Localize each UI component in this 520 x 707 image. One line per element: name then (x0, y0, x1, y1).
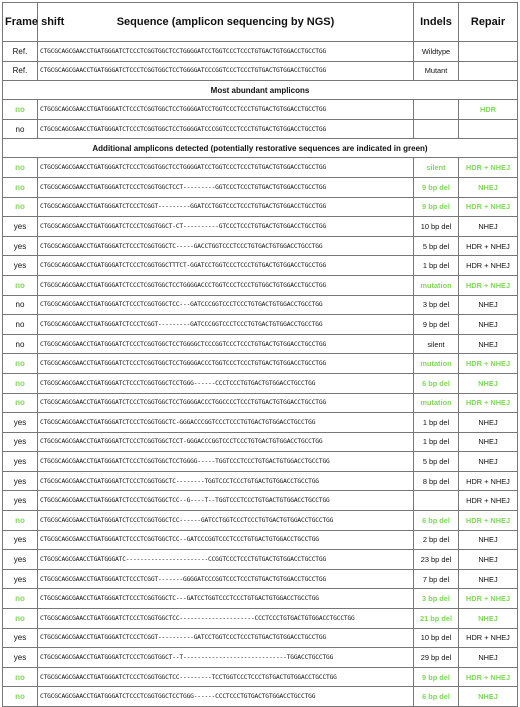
frame-shift-cell: no (3, 393, 38, 413)
indel-cell: Wildtype (414, 42, 459, 62)
table-row (3, 589, 518, 609)
table-row (3, 275, 518, 295)
table-row (3, 100, 518, 120)
sequence-cell: CTGCGCAGCGAACCTGATGGGATCTCCCTCGGTGGCTCC---------TCCTGGTCCCTCCCTGTGACTGTGGACCTGCCTGG (38, 667, 414, 687)
frame-shift-header: Frame shift (3, 3, 38, 42)
indel-cell: mutation (414, 354, 459, 374)
sequence-cell: CTGCGCAGCGAACCTGATGGGATCTCCCTCGGTGGCTC---GATCCTGGTCCCTCCCTGTGACTGTGGACCTGCCTGG (38, 589, 414, 609)
repair-cell: HDR + NHEJ (459, 589, 518, 609)
table-row (3, 413, 518, 433)
repair-cell: HDR + NHEJ (459, 667, 518, 687)
repair-cell: HDR + NHEJ (459, 491, 518, 511)
repair-header: Repair (459, 3, 518, 42)
repair-cell: NHEJ (459, 315, 518, 335)
table-row (3, 354, 518, 374)
frame-shift-cell: no (3, 158, 38, 178)
table-row (3, 236, 518, 256)
table-row (3, 315, 518, 335)
indel-cell: 3 bp del (414, 589, 459, 609)
frame-shift-cell: yes (3, 217, 38, 237)
sequence-header: Sequence (amplicon sequencing by NGS) (38, 3, 414, 42)
indel-cell: mutation (414, 275, 459, 295)
indel-cell: 7 bp del (414, 569, 459, 589)
frame-shift-cell: Ref. (3, 61, 38, 81)
indel-cell: 9 bp del (414, 197, 459, 217)
table-row (3, 609, 518, 629)
frame-shift-cell: no (3, 197, 38, 217)
repair-cell: HDR + NHEJ (459, 471, 518, 491)
sequence-cell: CTGCGCAGCGAACCTGATGGGATCTCCCTCGGTGGCTCCTGGGGATCCCGGTCCCTCCCTGTGACTGTGGACCTGCCTGG (38, 119, 414, 139)
sequence-cell: CTGCGCAGCGAACCTGATGGGATCTCCCTCGGTGGCTC--------TGGTCCCTCCCTGTGACTGTGGACCTGCCTGG (38, 471, 414, 491)
frame-shift-cell: no (3, 275, 38, 295)
frame-shift-cell: yes (3, 648, 38, 668)
repair-cell: NHEJ (459, 373, 518, 393)
repair-cell: NHEJ (459, 413, 518, 433)
indel-cell: 9 bp del (414, 667, 459, 687)
indel-cell (414, 100, 459, 120)
table-row (3, 687, 518, 707)
amplicon-table (2, 2, 518, 707)
sequence-cell: CTGCGCAGCGAACCTGATGGGATCTCCCTCGGTGGCTCCTGGGGCTCCCGGTCCCTCCCTGTGACTGTGGACCTGCCTGG (38, 334, 414, 354)
repair-cell: NHEJ (459, 687, 518, 707)
table-row (3, 550, 518, 570)
sequence-cell: CTGCGCAGCGAACCTGATGGGATCTCCCTCGGTGGCTCCTGGGGACCCTGGCCCCTCCCTGTGACTGTGGACCTGCCTGG (38, 393, 414, 413)
indel-cell: 21 bp del (414, 609, 459, 629)
frame-shift-cell: no (3, 373, 38, 393)
sequence-cell: CTGCGCAGCGAACCTGATGGGATCTCCCTCGGTGGCTCCT-GGGACCCGGTCCCTCCCTGTGACTGTGGACCTGCCTGG (38, 432, 414, 452)
repair-cell: HDR (459, 100, 518, 120)
frame-shift-cell: yes (3, 452, 38, 472)
frame-shift-cell: yes (3, 432, 38, 452)
table-row (3, 393, 518, 413)
frame-shift-cell: yes (3, 471, 38, 491)
frame-shift-cell: yes (3, 491, 38, 511)
repair-cell: NHEJ (459, 217, 518, 237)
table-row (3, 217, 518, 237)
repair-cell: HDR + NHEJ (459, 393, 518, 413)
sequence-cell: CTGCGCAGCGAACCTGATGGGATCTCCCTCGGTGGCTCC---GATCCCGGTCCCTCCCTGTGACTGTGGACCTGCCTGG (38, 295, 414, 315)
sequence-cell: CTGCGCAGCGAACCTGATGGGATCTCCCTCGGTGGCT--T-----------------------------TGGACCTGCCTGG (38, 648, 414, 668)
indel-cell: 5 bp del (414, 236, 459, 256)
sequence-cell: CTGCGCAGCGAACCTGATGGGATCTCCCTCGGT-------GGGGATCCCGGTCCCTCCCTGTGACTGTGGACCTGCCTGG (38, 569, 414, 589)
frame-shift-cell: yes (3, 569, 38, 589)
sequence-cell: CTGCGCAGCGAACCTGATGGGATCTCCCTCGGTGGCTCCTGGGGATCCCGGTCCCTCCCTGTGACTGTGGACCTGCCTGG (38, 61, 414, 81)
sequence-cell: CTGCGCAGCGAACCTGATGGGATCTCCCTCGGTGGCTCC---------------------CCCTCCCTGTGACTGTGGACCTGCCTGG (38, 609, 414, 629)
table-row (3, 569, 518, 589)
indel-cell: mutation (414, 393, 459, 413)
indel-cell: silent (414, 334, 459, 354)
table-row (3, 256, 518, 276)
table-row (3, 334, 518, 354)
table-row (3, 373, 518, 393)
section-title-abundant (3, 81, 518, 100)
indels-header: Indels (414, 3, 459, 42)
ref-row-mutant (3, 61, 518, 81)
table-row (3, 295, 518, 315)
sequence-cell: CTGCGCAGCGAACCTGATGGGATCTCCCTCGGT----------GATCCTGGTCCCTCCCTGTGACTGTGGACCTGCCTGG (38, 628, 414, 648)
frame-shift-cell: no (3, 589, 38, 609)
sequence-cell: CTGCGCAGCGAACCTGATGGGATCTCCCTCGGTGGCTCC--GATCCCGGTCCCTCCCTGTGACTGTGGACCTGCCTGG (38, 530, 414, 550)
table-row (3, 491, 518, 511)
sequence-cell: CTGCGCAGCGAACCTGATGGGATCTCCCTCGGTGGCT-CT----------GTCCCTCCCTGTGACTGTGGACCTGCCTGG (38, 217, 414, 237)
repair-cell: NHEJ (459, 609, 518, 629)
table-body (3, 42, 518, 707)
frame-shift-cell: no (3, 334, 38, 354)
repair-cell: HDR + NHEJ (459, 354, 518, 374)
repair-cell: NHEJ (459, 295, 518, 315)
sequence-cell: CTGCGCAGCGAACCTGATGGGATC-----------------------CCGGTCCCTCCCTGTGACTGTGGACCTGCCTGG (38, 550, 414, 570)
repair-cell (459, 119, 518, 139)
frame-shift-cell: yes (3, 628, 38, 648)
ref-row-wildtype (3, 42, 518, 62)
frame-shift-cell: yes (3, 256, 38, 276)
frame-shift-cell: yes (3, 550, 38, 570)
sequence-cell: CTGCGCAGCGAACCTGATGGGATCTCCCTCGGTGGCTCCTGGGGACCCTGGTCCCTCCCTGTGGCTGTGGACCTGCCTGG (38, 275, 414, 295)
frame-shift-cell: no (3, 687, 38, 707)
repair-cell: NHEJ (459, 550, 518, 570)
indel-cell: 6 bp del (414, 511, 459, 531)
indel-cell: silent (414, 158, 459, 178)
sequence-cell: CTGCGCAGCGAACCTGATGGGATCTCCCTCGGTGGCTCCTGGGGATCCTGGTCCCTCCCTGTGACTGTGGACCTGCCTGG (38, 100, 414, 120)
indel-cell: 1 bp del (414, 432, 459, 452)
indel-cell: 10 bp del (414, 628, 459, 648)
indel-cell: Mutant (414, 61, 459, 81)
repair-cell: NHEJ (459, 530, 518, 550)
repair-cell: NHEJ (459, 648, 518, 668)
indel-cell (414, 119, 459, 139)
sequence-cell: CTGCGCAGCGAACCTGATGGGATCTCCCTCGGTGGCTCCTGGGGATCCTGGTCCCTCCCTGTGACTGTGGACCTGCCTGG (38, 158, 414, 178)
repair-cell: HDR + NHEJ (459, 256, 518, 276)
repair-cell: HDR + NHEJ (459, 628, 518, 648)
indel-cell: 1 bp del (414, 413, 459, 433)
table-row (3, 628, 518, 648)
frame-shift-cell: no (3, 667, 38, 687)
frame-shift-cell: yes (3, 236, 38, 256)
frame-shift-cell: no (3, 119, 38, 139)
section-title-additional (3, 139, 518, 158)
sequence-cell: CTGCGCAGCGAACCTGATGGGATCTCCCTCGGTGGCTCCTGGG------CCCTCCCTGTGACTGTGGACCTGCCTGG (38, 687, 414, 707)
table-row (3, 432, 518, 452)
sequence-cell: CTGCGCAGCGAACCTGATGGGATCTCCCTCGGTGGCTTTCT-GGATCCTGGTCCCTCCCTGTGACTGTGGACCTGCCTGG (38, 256, 414, 276)
section-title: Additional amplicons detected (potentially restorative sequences are indicated in green) (3, 139, 518, 158)
repair-cell (459, 42, 518, 62)
table-row (3, 471, 518, 491)
repair-cell (459, 61, 518, 81)
table-row (3, 197, 518, 217)
sequence-cell: CTGCGCAGCGAACCTGATGGGATCTCCCTCGGT---------GATCCCGGTCCCTCCCTGTGACTGTGGACCTGCCTGG (38, 315, 414, 335)
indel-cell: 29 bp del (414, 648, 459, 668)
frame-shift-cell: no (3, 295, 38, 315)
repair-cell: HDR + NHEJ (459, 197, 518, 217)
indel-cell: 5 bp del (414, 452, 459, 472)
indel-cell: 2 bp del (414, 530, 459, 550)
frame-shift-cell: no (3, 177, 38, 197)
frame-shift-cell: yes (3, 530, 38, 550)
frame-shift-cell: no (3, 100, 38, 120)
table-row (3, 648, 518, 668)
repair-cell: HDR + NHEJ (459, 236, 518, 256)
indel-cell: 9 bp del (414, 177, 459, 197)
indel-cell: 10 bp del (414, 217, 459, 237)
frame-shift-cell: Ref. (3, 42, 38, 62)
repair-cell: HDR + NHEJ (459, 511, 518, 531)
table-row (3, 177, 518, 197)
indel-cell: 3 bp del (414, 295, 459, 315)
section-title: Most abundant amplicons (3, 81, 518, 100)
sequence-cell: CTGCGCAGCGAACCTGATGGGATCTCCCTCGGTGGCTCCT---------GGTCCCTCCCTGTGACTGTGGACCTGCCTGG (38, 177, 414, 197)
table-row (3, 158, 518, 178)
sequence-cell: CTGCGCAGCGAACCTGATGGGATCTCCCTCGGTGGCTCC--G----T--TGGTCCCTCCCTGTGACTGTGGACCTGCCTGG (38, 491, 414, 511)
sequence-cell: CTGCGCAGCGAACCTGATGGGATCTCCCTCGGTGGCTC-GGGACCCGGTCCCTCCCTGTGACTGTGGACCTGCCTGG (38, 413, 414, 433)
frame-shift-cell: no (3, 315, 38, 335)
frame-shift-cell: no (3, 354, 38, 374)
sequence-cell: CTGCGCAGCGAACCTGATGGGATCTCCCTCGGTGGCTCCTGGG------CCCTCCCTGTGACTGTGGACCTGCCTGG (38, 373, 414, 393)
table-row (3, 667, 518, 687)
indel-cell: 8 bp del (414, 471, 459, 491)
sequence-cell: CTGCGCAGCGAACCTGATGGGATCTCCCTCGGTGGCTC-----GACCTGGTCCCTCCCTGTGACTGTGGACCTGCCTGG (38, 236, 414, 256)
repair-cell: NHEJ (459, 452, 518, 472)
indel-cell (414, 491, 459, 511)
header-row (3, 3, 518, 42)
frame-shift-cell: yes (3, 413, 38, 433)
indel-cell: 9 bp del (414, 315, 459, 335)
repair-cell: HDR + NHEJ (459, 158, 518, 178)
repair-cell: NHEJ (459, 334, 518, 354)
repair-cell: NHEJ (459, 569, 518, 589)
table-row (3, 452, 518, 472)
table-row (3, 511, 518, 531)
table-row (3, 119, 518, 139)
repair-cell: NHEJ (459, 177, 518, 197)
indel-cell: 23 bp del (414, 550, 459, 570)
indel-cell: 1 bp del (414, 256, 459, 276)
sequence-cell: CTGCGCAGCGAACCTGATGGGATCTCCCTCGGTGGCTCCTGGGGACCCTGGTCCCTCCCTGTGACTGTGGACCTGCCTGG (38, 354, 414, 374)
table-row (3, 530, 518, 550)
sequence-cell: CTGCGCAGCGAACCTGATGGGATCTCCCTCGGT---------GGATCCTGGTCCCTCCCTGTGACTGTGGACCTGCCTGG (38, 197, 414, 217)
sequence-cell: CTGCGCAGCGAACCTGATGGGATCTCCCTCGGTGGCTCC------GATCCTGGTCCCTCCCTGTGACTGTGGACCTGCCTGG (38, 511, 414, 531)
frame-shift-cell: no (3, 609, 38, 629)
indel-cell: 6 bp del (414, 687, 459, 707)
frame-shift-cell: no (3, 511, 38, 531)
sequence-cell: CTGCGCAGCGAACCTGATGGGATCTCCCTCGGTGGCTCCTGGGG-----TGGTCCCTCCCTGTGACTGTGGACCTGCCTGG (38, 452, 414, 472)
indel-cell: 6 bp del (414, 373, 459, 393)
repair-cell: HDR + NHEJ (459, 275, 518, 295)
sequence-cell: CTGCGCAGCGAACCTGATGGGATCTCCCTCGGTGGCTCCTGGGGATCCTGGTCCCTCCCTGTGACTGTGGACCTGCCTGG (38, 42, 414, 62)
repair-cell: NHEJ (459, 432, 518, 452)
